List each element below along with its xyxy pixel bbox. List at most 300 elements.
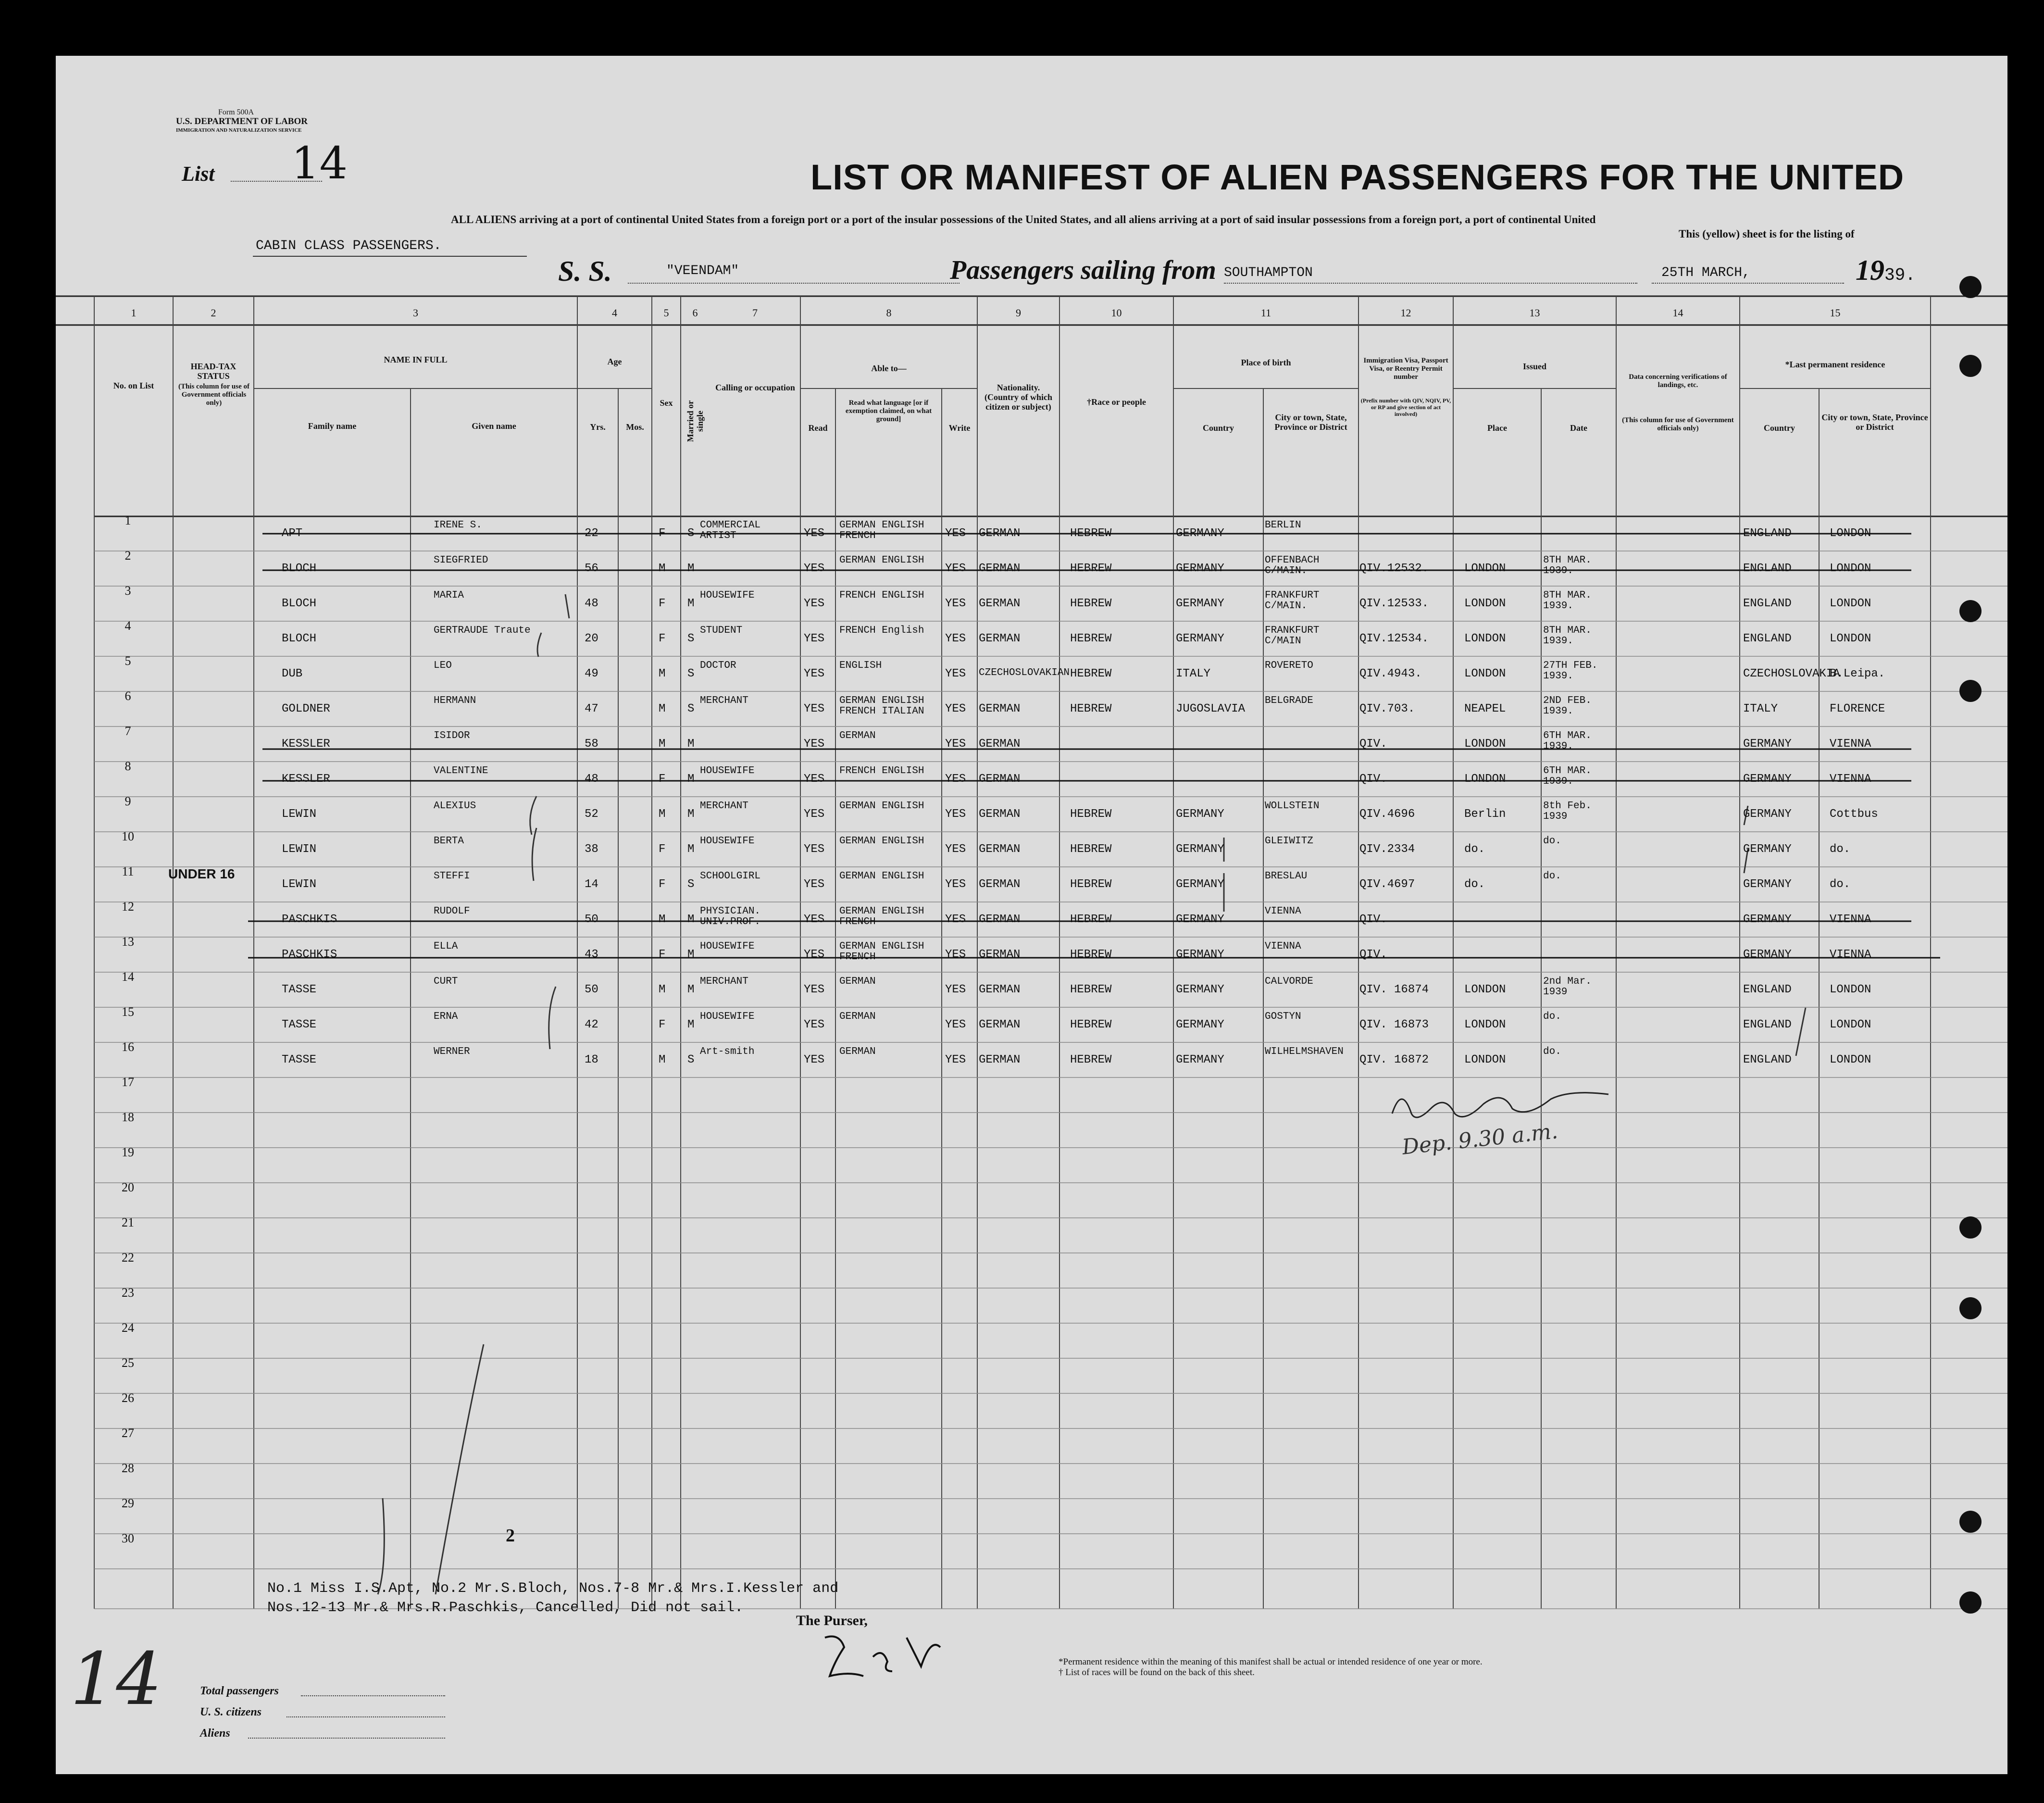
row-number: 20 <box>122 1180 134 1194</box>
passenger-issued-date: 2ND FEB. 1939. <box>1543 695 1592 717</box>
passenger-given-name: HERMANN <box>434 695 476 706</box>
passenger-can-read: YES <box>804 1053 825 1066</box>
passenger-issued-date: 2nd Mar. 1939 <box>1543 976 1592 998</box>
passenger-given-name: WERNER <box>434 1046 470 1057</box>
row-number: 30 <box>122 1531 134 1545</box>
passenger-birth-country: GERMANY <box>1176 562 1224 575</box>
col-number-4: 4 <box>612 307 617 319</box>
passenger-issued-date: 6TH MAR. 1939. <box>1543 730 1592 752</box>
passenger-sex: F <box>659 878 666 891</box>
passenger-birth-city: WILHELMSHAVEN <box>1265 1046 1344 1057</box>
row-number: 25 <box>122 1356 134 1370</box>
departure-date: 25TH MARCH, <box>1661 265 1750 280</box>
passenger-languages: GERMAN ENGLISH FRENCH <box>839 941 924 963</box>
passenger-birth-city: VIENNA <box>1265 941 1301 952</box>
col-number-11: 11 <box>1260 307 1271 319</box>
row-number: 7 <box>125 724 131 738</box>
col-number-10: 10 <box>1111 307 1122 319</box>
passenger-sex: F <box>659 527 666 540</box>
header-birth-country: Country <box>1202 423 1234 433</box>
col-number-13: 13 <box>1529 307 1540 319</box>
passenger-nationality: GERMAN <box>979 738 1021 751</box>
total-line <box>301 1695 445 1696</box>
passenger-nationality: GERMAN <box>979 948 1021 961</box>
passenger-age-years: 48 <box>585 773 598 786</box>
footnote-residence: *Permanent residence within the meaning of this manifest shall be actual or intended residence of one year or more. <box>1059 1657 1483 1667</box>
passenger-birth-country: GERMANY <box>1176 878 1224 891</box>
passenger-visa-number: QIV. <box>1359 948 1387 961</box>
passenger-race: HEBREW <box>1070 702 1112 715</box>
footnote-races: † List of races will be found on the back of this sheet. <box>1059 1667 1255 1678</box>
header-birth-city: City or town, State, Province or District <box>1274 413 1347 432</box>
header-head-tax: HEAD-TAX STATUS <box>190 362 237 381</box>
passenger-visa-number: QIV. 16873 <box>1359 1018 1429 1031</box>
passenger-occupation: DOCTOR <box>700 660 736 671</box>
passenger-issued-place: LONDON <box>1464 597 1506 610</box>
citizens-line <box>287 1716 445 1717</box>
header-visa: Immigration Visa, Passport Visa, or Reentry Permit number <box>1363 357 1448 381</box>
passenger-age-years: 38 <box>585 843 598 856</box>
passenger-birth-country: GERMANY <box>1176 597 1224 610</box>
col-number-7: 7 <box>752 307 758 319</box>
passenger-occupation: HOUSEWIFE <box>700 590 755 601</box>
passenger-sex: M <box>659 667 666 680</box>
row-number: 17 <box>122 1075 134 1089</box>
passenger-given-name: BERTA <box>434 836 464 847</box>
passenger-languages: GERMAN <box>839 976 876 987</box>
row-number: 23 <box>122 1286 134 1300</box>
departure-annotation: Dep. 9.30 a.m. <box>1401 1119 1559 1160</box>
passenger-can-write: YES <box>945 1053 966 1066</box>
passenger-age-years: 47 <box>585 702 598 715</box>
passenger-can-read: YES <box>804 702 825 715</box>
passenger-can-read: YES <box>804 527 825 540</box>
passenger-visa-number: QIV. 16872 <box>1359 1053 1429 1066</box>
passenger-can-write: YES <box>945 878 966 891</box>
passenger-sex: F <box>659 597 666 610</box>
passenger-issued-date: 8TH MAR. 1939. <box>1543 625 1592 647</box>
row-number: 21 <box>122 1215 134 1229</box>
header-read-language: Read what language [or if exemption claimed, on what ground] <box>845 399 932 423</box>
passenger-residence-country: ENGLAND <box>1743 562 1792 575</box>
passenger-race: HEBREW <box>1070 1053 1112 1066</box>
passenger-marital-status: M <box>687 983 695 996</box>
passenger-residence-city: VIENNA <box>1830 738 1871 751</box>
col-number-5: 5 <box>663 307 669 319</box>
purser-signature <box>815 1628 950 1686</box>
passenger-residence-city: LONDON <box>1830 1018 1871 1031</box>
passenger-issued-date: 8th Feb. 1939 <box>1543 801 1592 822</box>
col-number-9: 9 <box>1016 307 1021 319</box>
aliens-line <box>248 1738 445 1739</box>
passenger-sex: M <box>659 702 666 715</box>
passenger-occupation: HOUSEWIFE <box>700 941 755 952</box>
row-number: 29 <box>122 1496 134 1510</box>
passenger-residence-country: ENGLAND <box>1743 983 1792 996</box>
row-number: 5 <box>125 654 131 668</box>
passenger-languages: GERMAN ENGLISH <box>839 555 924 566</box>
inspector-signature <box>1383 1085 1652 1128</box>
passenger-languages: GERMAN <box>839 730 876 741</box>
passenger-languages: GERMAN ENGLISH FRENCH ITALIAN <box>839 695 924 717</box>
passenger-languages: GERMAN <box>839 1011 876 1022</box>
passenger-issued-date: 6TH MAR. 1939. <box>1543 765 1592 787</box>
passenger-marital-status: M <box>687 738 695 751</box>
passenger-marital-status: M <box>687 562 695 575</box>
passenger-residence-country: ENGLAND <box>1743 1018 1792 1031</box>
passenger-marital-status: S <box>687 878 695 891</box>
passenger-family-name: KESSLER <box>282 738 330 751</box>
passenger-family-name: PASCHKIS <box>282 913 337 926</box>
passenger-can-read: YES <box>804 948 825 961</box>
header-able-to: Able to— <box>871 363 907 373</box>
passenger-residence-country: GERMANY <box>1743 878 1792 891</box>
passenger-given-name: VALENTINE <box>434 765 488 776</box>
row-number: 19 <box>122 1145 134 1159</box>
col-number-15: 15 <box>1830 307 1841 319</box>
page-title: LIST OR MANIFEST OF ALIEN PASSENGERS FOR THE UNITED <box>810 157 1905 197</box>
passenger-residence-country: ENGLAND <box>1743 1053 1792 1066</box>
passenger-nationality: GERMAN <box>979 878 1021 891</box>
row-number: 11 <box>122 864 134 878</box>
passenger-visa-number: QIV.2334 <box>1359 843 1415 856</box>
passenger-issued-place: Berlin <box>1464 808 1506 821</box>
passenger-residence-city: LONDON <box>1830 632 1871 645</box>
purser-label: The Purser, <box>796 1613 868 1628</box>
passenger-languages: GERMAN ENGLISH <box>839 836 924 847</box>
passenger-race: HEBREW <box>1070 948 1112 961</box>
passenger-birth-city: BRESLAU <box>1265 871 1308 882</box>
passenger-given-name: SIEGFRIED <box>434 555 488 566</box>
passenger-birth-country: JUGOSLAVIA <box>1176 702 1246 715</box>
passenger-marital-status: M <box>687 1018 695 1031</box>
passenger-family-name: KESSLER <box>282 773 330 786</box>
passenger-age-years: 18 <box>585 1053 598 1066</box>
passenger-given-name: ERNA <box>434 1011 458 1022</box>
passenger-visa-number: QIV.12533. <box>1359 597 1429 610</box>
passenger-birth-city: CALVORDE <box>1265 976 1313 987</box>
passenger-residence-country: ITALY <box>1743 702 1778 715</box>
passenger-residence-city: LONDON <box>1830 527 1871 540</box>
passenger-marital-status: M <box>687 913 695 926</box>
row-number: 14 <box>122 970 134 984</box>
header-res-country: Country <box>1763 423 1795 433</box>
punch-hole <box>1959 1591 1982 1614</box>
passenger-can-write: YES <box>945 738 966 751</box>
header-given-name: Given name <box>472 421 516 431</box>
header-yrs: Yrs. <box>590 422 606 432</box>
punch-hole <box>1959 1216 1982 1239</box>
passenger-can-write: YES <box>945 702 966 715</box>
passenger-residence-country: GERMANY <box>1743 738 1792 751</box>
passenger-given-name: RUDOLF <box>434 906 470 917</box>
passenger-birth-city: WOLLSTEIN <box>1265 801 1320 812</box>
passenger-residence-city: VIENNA <box>1830 913 1871 926</box>
passenger-birth-country: GERMANY <box>1176 1053 1224 1066</box>
page-mark: 2 <box>506 1526 515 1546</box>
col-number-8: 8 <box>886 307 892 319</box>
passenger-marital-status: M <box>687 773 695 786</box>
row-number: 8 <box>125 759 131 773</box>
passenger-residence-city: FLORENCE <box>1830 702 1885 715</box>
service: IMMIGRATION AND NATURALIZATION SERVICE <box>176 127 302 133</box>
passenger-visa-number: QIV.703. <box>1359 702 1415 715</box>
passenger-nationality: GERMAN <box>979 1053 1021 1066</box>
passenger-occupation: MERCHANT <box>700 801 748 812</box>
passenger-age-years: 50 <box>585 913 598 926</box>
passenger-race: HEBREW <box>1070 878 1112 891</box>
passenger-sex: M <box>659 983 666 996</box>
passenger-birth-city: GLEIWITZ <box>1265 836 1313 847</box>
passenger-nationality: GERMAN <box>979 983 1021 996</box>
passenger-birth-city: ROVERETO <box>1265 660 1313 671</box>
passenger-birth-city: BERLIN <box>1265 520 1301 531</box>
passenger-birth-country: GERMANY <box>1176 1018 1224 1031</box>
punch-hole <box>1959 1511 1982 1533</box>
passenger-issued-date: do. <box>1543 1046 1561 1057</box>
passenger-occupation: Art-smith <box>700 1046 755 1057</box>
punch-hole <box>1959 276 1982 298</box>
passenger-issued-date: do. <box>1543 1011 1561 1022</box>
row-number: 16 <box>122 1040 134 1054</box>
header-visa-note: (Prefix number with QIV, NQIV, PV, or RP and give section of act involved) <box>1360 397 1451 417</box>
passenger-residence-city: VIENNA <box>1830 773 1871 786</box>
passenger-race: HEBREW <box>1070 527 1112 540</box>
passenger-languages: GERMAN ENGLISH <box>839 871 924 882</box>
passenger-age-years: 58 <box>585 738 598 751</box>
passenger-nationality: GERMAN <box>979 562 1021 575</box>
row-number: 18 <box>122 1110 134 1124</box>
passenger-family-name: TASSE <box>282 1018 317 1031</box>
passenger-sex: F <box>659 1018 666 1031</box>
passenger-languages: GERMAN ENGLISH FRENCH <box>839 906 924 927</box>
passenger-occupation: HOUSEWIFE <box>700 765 755 776</box>
passenger-family-name: LEWIN <box>282 843 317 856</box>
passenger-can-write: YES <box>945 808 966 821</box>
passenger-can-write: YES <box>945 562 966 575</box>
departure-port: SOUTHAMPTON <box>1224 265 1313 280</box>
subtitle-line-2: This (yellow) sheet is for the listing of <box>1679 228 1855 240</box>
passenger-visa-number: QIV.4696 <box>1359 808 1415 821</box>
passenger-race: HEBREW <box>1070 843 1112 856</box>
passenger-residence-country: GERMANY <box>1743 808 1792 821</box>
passenger-sex: M <box>659 738 666 751</box>
ship-name: "VEENDAM" <box>666 263 739 278</box>
passenger-race: HEBREW <box>1070 597 1112 610</box>
passenger-race: HEBREW <box>1070 1018 1112 1031</box>
passenger-can-write: YES <box>945 527 966 540</box>
passenger-marital-status: S <box>687 527 695 540</box>
passenger-marital-status: S <box>687 667 695 680</box>
passenger-age-years: 43 <box>585 948 598 961</box>
passenger-sex: F <box>659 632 666 645</box>
passenger-residence-city: do. <box>1830 843 1851 856</box>
passenger-nationality: CZECHOSLOVAKIAN <box>979 667 1070 678</box>
passenger-can-read: YES <box>804 913 825 926</box>
sailing-label: Passengers sailing from <box>950 255 1216 285</box>
passenger-age-years: 50 <box>585 983 598 996</box>
aliens-label: Aliens <box>200 1727 230 1740</box>
passenger-age-years: 48 <box>585 597 598 610</box>
passenger-age-years: 56 <box>585 562 598 575</box>
passenger-birth-country: GERMANY <box>1176 913 1224 926</box>
passenger-family-name: BLOCH <box>282 562 317 575</box>
row-number: 24 <box>122 1321 134 1335</box>
col-number-3: 3 <box>413 307 418 319</box>
col-number-14: 14 <box>1672 307 1683 319</box>
passenger-birth-city: BELGRADE <box>1265 695 1313 706</box>
passenger-can-read: YES <box>804 1018 825 1031</box>
passenger-issued-place: do. <box>1464 843 1485 856</box>
passenger-birth-country: ITALY <box>1176 667 1211 680</box>
passenger-birth-city: FRANKFURT C/MAIN. <box>1265 590 1320 612</box>
header-mos: Mos. <box>626 422 644 432</box>
passenger-occupation: HOUSEWIFE <box>700 836 755 847</box>
passenger-issued-date: 8TH MAR. 1939. <box>1543 555 1592 576</box>
department: U.S. DEPARTMENT OF LABOR <box>176 116 308 126</box>
row-number: 15 <box>122 1005 134 1019</box>
passenger-issued-date: do. <box>1543 836 1561 847</box>
passenger-languages: FRENCH ENGLISH <box>839 590 924 601</box>
cancellation-notes <box>267 1579 838 1617</box>
passenger-nationality: GERMAN <box>979 808 1021 821</box>
header-race: †Race or people <box>1087 397 1146 407</box>
passenger-languages: GERMAN <box>839 1046 876 1057</box>
passenger-race: HEBREW <box>1070 562 1112 575</box>
passenger-can-read: YES <box>804 843 825 856</box>
header-name-in-full: NAME IN FULL <box>384 355 448 364</box>
row-number: 3 <box>125 584 131 598</box>
passenger-sex: M <box>659 562 666 575</box>
passenger-occupation: MERCHANT <box>700 695 748 706</box>
header-issued: Issued <box>1522 362 1547 371</box>
passenger-issued-place: LONDON <box>1464 738 1506 751</box>
passenger-issued-place: LONDON <box>1464 983 1506 996</box>
passenger-family-name: DUB <box>282 667 303 680</box>
col-number-2: 2 <box>211 307 216 319</box>
row-number: 1 <box>125 513 131 527</box>
passenger-given-name: LEO <box>434 660 452 671</box>
passenger-family-name: APT <box>282 527 303 540</box>
passenger-residence-city: Cottbus <box>1830 808 1878 821</box>
passenger-race: HEBREW <box>1070 632 1112 645</box>
header-calling: Calling or occupation <box>715 383 795 392</box>
passenger-nationality: GERMAN <box>979 773 1021 786</box>
passenger-birth-country: GERMANY <box>1176 632 1224 645</box>
passenger-can-write: YES <box>945 667 966 680</box>
passenger-occupation: SCHOOLGIRL <box>700 871 761 882</box>
passenger-nationality: GERMAN <box>979 843 1021 856</box>
passenger-birth-city: OFFENBACH C/MAIN. <box>1265 555 1320 576</box>
head-tax-entry: UNDER 16 <box>168 866 235 881</box>
passenger-residence-city: LONDON <box>1830 1053 1871 1066</box>
passenger-residence-country: GERMANY <box>1743 843 1792 856</box>
passenger-residence-country: GERMANY <box>1743 913 1792 926</box>
passenger-residence-country: ENGLAND <box>1743 597 1792 610</box>
header-married: Married or single <box>685 400 705 442</box>
form-number: Form 500A <box>218 108 254 116</box>
passenger-residence-city: LONDON <box>1830 983 1871 996</box>
row-number: 28 <box>122 1461 134 1475</box>
passenger-family-name: TASSE <box>282 983 317 996</box>
passenger-marital-status: M <box>687 843 695 856</box>
passenger-issued-place: LONDON <box>1464 1018 1506 1031</box>
passenger-visa-number: QIV.12532. <box>1359 562 1429 575</box>
passenger-languages: FRENCH ENGLISH <box>839 765 924 776</box>
note-line-2: Nos.12-13 Mr.& Mrs.R.Paschkis, Cancelled, Did not sail. <box>267 1600 744 1616</box>
col-number-6: 6 <box>692 307 698 319</box>
passenger-issued-place: LONDON <box>1464 562 1506 575</box>
passenger-residence-city: LONDON <box>1830 562 1871 575</box>
header-data-verif-note: (This column for use of Government officials only) <box>1622 416 1734 432</box>
row-number: 13 <box>122 935 134 949</box>
margin-mark: 14 <box>70 1638 162 1721</box>
passenger-sex: F <box>659 843 666 856</box>
passenger-can-write: YES <box>945 632 966 645</box>
row-number: 22 <box>122 1251 134 1265</box>
row-number: 10 <box>122 829 134 843</box>
passenger-occupation: STUDENT <box>700 625 743 636</box>
passenger-occupation: HOUSEWIFE <box>700 1011 755 1022</box>
passenger-visa-number: QIV.4697 <box>1359 878 1415 891</box>
passenger-birth-country: GERMANY <box>1176 808 1224 821</box>
passenger-birth-city: FRANKFURT C/MAIN <box>1265 625 1320 647</box>
passenger-issued-date: 8TH MAR. 1939. <box>1543 590 1592 612</box>
passenger-age-years: 22 <box>585 527 598 540</box>
list-number: 14 <box>291 138 348 189</box>
punch-hole <box>1959 355 1982 377</box>
passenger-residence-country: ENGLAND <box>1743 632 1792 645</box>
passenger-family-name: LEWIN <box>282 808 317 821</box>
passenger-age-years: 49 <box>585 667 598 680</box>
passenger-can-read: YES <box>804 632 825 645</box>
passenger-can-write: YES <box>945 913 966 926</box>
row-number: 4 <box>125 619 131 633</box>
passenger-marital-status: M <box>687 597 695 610</box>
passenger-issued-place: LONDON <box>1464 632 1506 645</box>
passenger-visa-number: QIV.12534. <box>1359 632 1429 645</box>
passenger-race: HEBREW <box>1070 913 1112 926</box>
manifest-sheet <box>56 56 2007 1774</box>
passenger-nationality: GERMAN <box>979 1018 1021 1031</box>
header-write: Write <box>948 423 971 433</box>
passenger-birth-city: VIENNA <box>1265 906 1301 917</box>
row-number: 12 <box>122 900 134 914</box>
passenger-occupation: PHYSICIAN. UNIV.PROF. <box>700 906 761 927</box>
row-number: 26 <box>122 1391 134 1405</box>
header-sex: Sex <box>660 398 673 408</box>
passenger-age-years: 52 <box>585 808 598 821</box>
passenger-visa-number: QIV. <box>1359 738 1387 751</box>
passenger-given-name: ISIDOR <box>434 730 470 741</box>
passenger-nationality: GERMAN <box>979 702 1021 715</box>
header-data-verif: Data concerning verifications of landings, etc. <box>1629 373 1727 389</box>
passenger-visa-number: QIV. <box>1359 773 1387 786</box>
passenger-marital-status: S <box>687 1053 695 1066</box>
passenger-family-name: BLOCH <box>282 632 317 645</box>
passenger-occupation: MERCHANT <box>700 976 748 987</box>
passenger-age-years: 14 <box>585 878 598 891</box>
class-label: CABIN CLASS PASSENGERS. <box>256 238 442 253</box>
passenger-issued-place: do. <box>1464 878 1485 891</box>
passenger-languages: GERMAN ENGLISH FRENCH <box>839 520 924 541</box>
passenger-age-years: 20 <box>585 632 598 645</box>
passenger-nationality: GERMAN <box>979 597 1021 610</box>
passenger-can-read: YES <box>804 773 825 786</box>
passenger-nationality: GERMAN <box>979 913 1021 926</box>
header-issued-date: Date <box>1570 423 1587 433</box>
departure-year: 1939. <box>1856 254 1916 286</box>
